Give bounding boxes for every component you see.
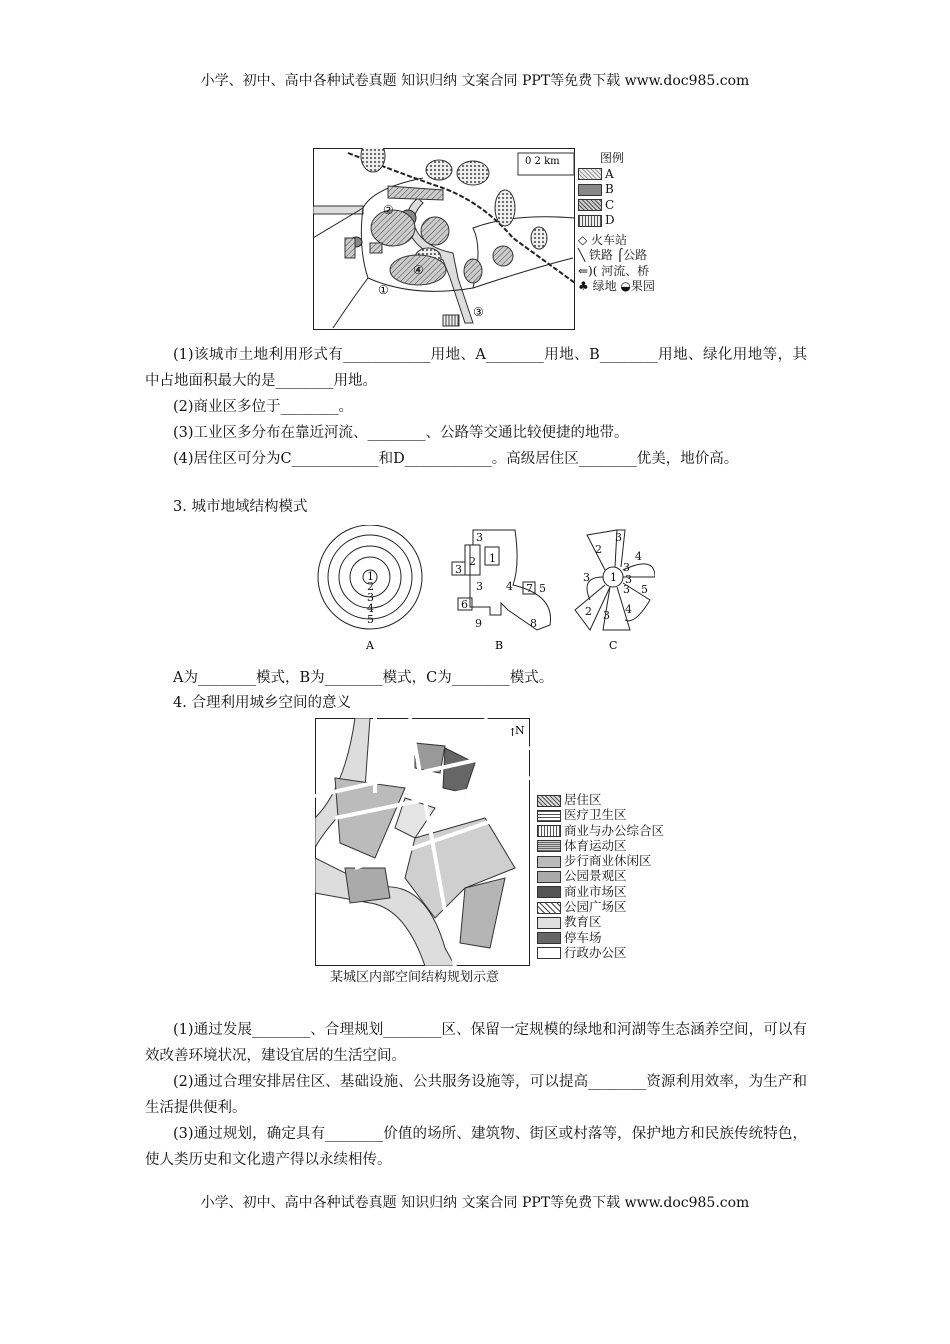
question-2-2: (2)商业区多位于________。 bbox=[173, 399, 354, 415]
legend-education: 教育区 bbox=[564, 914, 602, 930]
question-4-1: (1)通过发展________、合理规划________区、保留一定规模的绿地和河湖等生态涵养空间，可以有效改善环境状况，建设宜居的生活空间。 bbox=[145, 1022, 807, 1064]
svg-text:4: 4 bbox=[625, 603, 632, 616]
question-2-4: (4)居住区可分为C____________和D____________。高级居住区________优美，地价高。 bbox=[173, 451, 739, 467]
svg-text:3: 3 bbox=[623, 583, 630, 596]
question-4-3: (3)通过规划，确定具有________价值的场所、建筑物、街区或村落等，保护地方和民族传统特色，使人类历史和文化遗产得以永续相传。 bbox=[145, 1126, 807, 1168]
question-4-2: (2)通过合理安排居住区、基础设施、公共服务设施等，可以提高________资源利用效率，为生产和生活提供便利。 bbox=[145, 1074, 807, 1116]
question-2-3: (3)工业区多分布在靠近河流、________、公路等交通比较便捷的地带。 bbox=[173, 425, 629, 441]
label-a: A bbox=[366, 639, 374, 652]
legend-road: 公路 bbox=[623, 248, 648, 262]
svg-text:6: 6 bbox=[461, 598, 468, 611]
urban-planning-map bbox=[315, 718, 530, 966]
svg-text:5: 5 bbox=[367, 613, 374, 626]
legend-admin: 行政办公区 bbox=[564, 944, 627, 960]
svg-text:7: 7 bbox=[526, 582, 533, 595]
marker-4: ④ bbox=[413, 263, 424, 277]
orchard-icon: ◒ bbox=[616, 279, 631, 293]
legend-c: C bbox=[605, 197, 615, 212]
legend-river: 河流、桥 bbox=[601, 263, 650, 278]
svg-text:4: 4 bbox=[635, 550, 642, 563]
legend-parking: 停车场 bbox=[564, 929, 602, 945]
station-icon: ◇ bbox=[578, 232, 592, 247]
svg-text:2: 2 bbox=[367, 580, 374, 593]
page-header: 小学、初中、高中各种试卷真题 知识归纳 文案合同 PPT等免费下载 www.doc985.com bbox=[200, 73, 750, 89]
svg-text:5: 5 bbox=[641, 583, 648, 596]
marker-1: ① bbox=[378, 283, 389, 297]
railway-icon: ╲ bbox=[578, 248, 590, 262]
svg-text:4: 4 bbox=[506, 580, 513, 593]
structure-models-diagram bbox=[305, 525, 655, 655]
road-icon: ⌠ bbox=[613, 248, 624, 262]
section-4-title: 4. 合理利用城乡空间的意义 bbox=[173, 695, 351, 711]
section-3-title: 3. 城市地域结构模式 bbox=[173, 499, 308, 515]
svg-text:3: 3 bbox=[476, 580, 483, 593]
svg-text:3: 3 bbox=[623, 561, 630, 574]
north-label: N bbox=[515, 724, 525, 737]
svg-text:3: 3 bbox=[603, 609, 610, 622]
svg-text:3: 3 bbox=[583, 571, 590, 584]
planning-legend bbox=[537, 792, 664, 960]
legend-commercial-office: 商业与办公综合区 bbox=[564, 822, 665, 838]
legend-railway: 铁路 bbox=[589, 248, 614, 262]
svg-text:1: 1 bbox=[367, 570, 374, 583]
map-scale: 0 2 km bbox=[525, 156, 560, 167]
legend-pedestrian: 步行商业休闲区 bbox=[564, 853, 652, 869]
legend-orchard: 果园 bbox=[630, 279, 655, 293]
svg-text:3: 3 bbox=[455, 563, 462, 576]
marker-2: ② bbox=[383, 203, 394, 217]
city-land-use-map bbox=[313, 148, 575, 330]
page-footer: 小学、初中、高中各种试卷真题 知识归纳 文案合同 PPT等免费下载 www.doc985.com bbox=[200, 1195, 750, 1211]
legend-medical: 医疗卫生区 bbox=[564, 807, 627, 823]
svg-text:8: 8 bbox=[530, 617, 537, 630]
multi-nuclei-model bbox=[452, 530, 551, 630]
marker-3: ③ bbox=[473, 305, 484, 319]
svg-text:2: 2 bbox=[595, 543, 602, 556]
label-b: B bbox=[495, 639, 504, 652]
legend-station: 火车站 bbox=[591, 232, 628, 247]
svg-text:2: 2 bbox=[585, 605, 592, 618]
svg-text:1: 1 bbox=[610, 571, 617, 584]
question-2-1: (1)该城市土地利用形式有____________用地、A________用地、B________用地、绿化用地等，其中占地面积最大的是________用地。 bbox=[145, 347, 807, 389]
question-3: A为________模式，B为________模式，C为________模式。 bbox=[173, 670, 554, 686]
svg-text:2: 2 bbox=[469, 555, 476, 568]
legend-green: 绿地 bbox=[592, 279, 617, 293]
svg-text:3: 3 bbox=[615, 531, 622, 544]
legend-park-landscape: 公园景观区 bbox=[564, 868, 627, 884]
map1-legend bbox=[578, 151, 655, 295]
svg-text:9: 9 bbox=[475, 617, 482, 630]
legend-d: D bbox=[605, 213, 615, 227]
legend-title: 图例 bbox=[600, 151, 625, 165]
river-bridge-icon: ⇐)( bbox=[578, 263, 602, 278]
legend-b: B bbox=[605, 182, 614, 196]
north-arrow-icon: ↑ bbox=[508, 726, 518, 739]
legend-park-square: 公园广场区 bbox=[564, 899, 627, 915]
label-c: C bbox=[609, 639, 618, 652]
greenland-icon: ♣ bbox=[578, 279, 593, 293]
svg-text:3: 3 bbox=[476, 531, 483, 544]
map-caption: 某城区内部空间结构规划示意 bbox=[330, 970, 500, 985]
legend-residential: 居住区 bbox=[564, 792, 602, 807]
svg-text:4: 4 bbox=[367, 602, 374, 615]
svg-text:3: 3 bbox=[625, 573, 632, 586]
svg-text:5: 5 bbox=[539, 582, 546, 595]
svg-text:3: 3 bbox=[367, 591, 374, 604]
legend-market: 商业市场区 bbox=[564, 883, 627, 899]
legend-sports: 体育运动区 bbox=[564, 837, 627, 853]
legend-a: A bbox=[605, 166, 614, 181]
svg-text:1: 1 bbox=[489, 552, 496, 565]
